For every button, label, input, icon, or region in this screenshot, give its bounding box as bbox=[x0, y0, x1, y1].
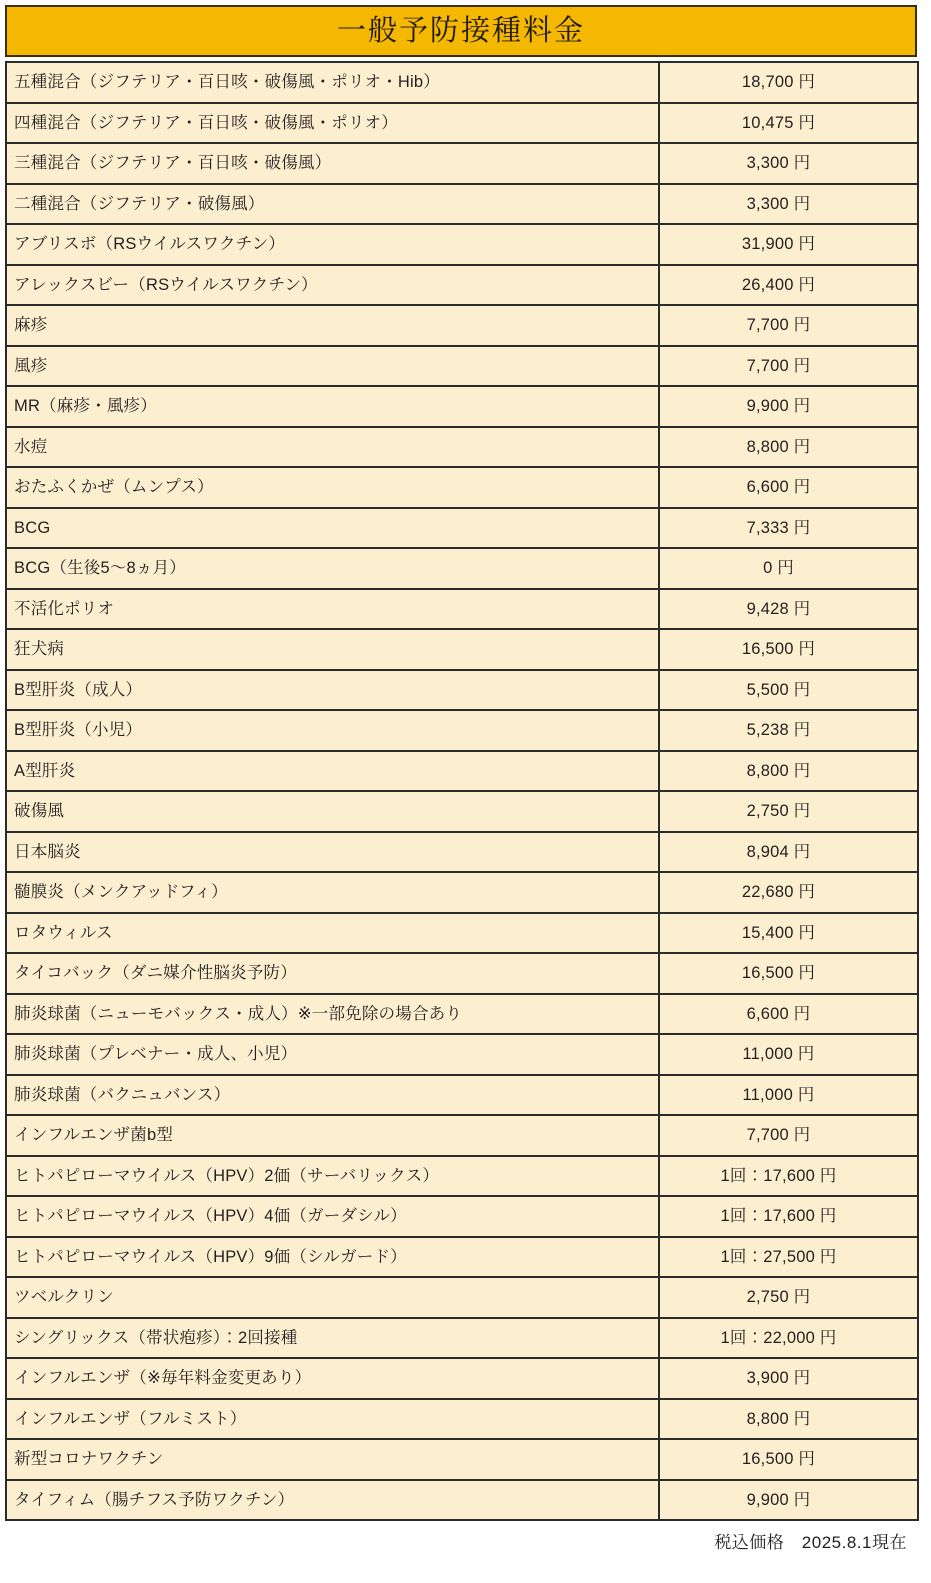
vaccine-name-cell: 四種混合（ジフテリア・百日咳・破傷風・ポリオ） bbox=[6, 103, 659, 144]
vaccine-price-cell: 22,680 円 bbox=[659, 872, 918, 913]
vaccine-name-cell: 髄膜炎（メンクアッドフィ） bbox=[6, 872, 659, 913]
vaccine-price-cell: 6,600 円 bbox=[659, 467, 918, 508]
table-row bbox=[6, 427, 918, 468]
table-row bbox=[6, 103, 918, 144]
table-row bbox=[6, 62, 918, 103]
vaccine-name-cell: 肺炎球菌（ニューモバックス・成人）※一部免除の場合あり bbox=[6, 994, 659, 1035]
vaccine-name-cell: アブリスボ（RSウイルスワクチン） bbox=[6, 224, 659, 265]
vaccine-price-cell: 2,750 円 bbox=[659, 1277, 918, 1318]
vaccine-name-cell: 水痘 bbox=[6, 427, 659, 468]
table-row bbox=[6, 872, 918, 913]
table-row bbox=[6, 589, 918, 630]
vaccine-price-cell: 5,238 円 bbox=[659, 710, 918, 751]
table-row bbox=[6, 1439, 918, 1480]
vaccine-price-cell: 8,904 円 bbox=[659, 832, 918, 873]
vaccine-price-cell: 1回：22,000 円 bbox=[659, 1318, 918, 1359]
vaccine-name-cell: シングリックス（帯状疱疹）：2回接種 bbox=[6, 1318, 659, 1359]
table-row bbox=[6, 184, 918, 225]
vaccine-price-cell: 10,475 円 bbox=[659, 103, 918, 144]
vaccine-price-cell: 1回：17,600 円 bbox=[659, 1156, 918, 1197]
table-row bbox=[6, 305, 918, 346]
vaccine-name-cell: タイコバック（ダニ媒介性脳炎予防） bbox=[6, 953, 659, 994]
vaccine-name-cell: ヒトパピローマウイルス（HPV）2価（サーバリックス） bbox=[6, 1156, 659, 1197]
table-row bbox=[6, 751, 918, 792]
vaccine-name-cell: 五種混合（ジフテリア・百日咳・破傷風・ポリオ・Hib） bbox=[6, 62, 659, 103]
table-row bbox=[6, 548, 918, 589]
vaccine-price-cell: 6,600 円 bbox=[659, 994, 918, 1035]
vaccine-name-cell: アレックスビー（RSウイルスワクチン） bbox=[6, 265, 659, 306]
vaccine-price-cell: 8,800 円 bbox=[659, 751, 918, 792]
table-row bbox=[6, 832, 918, 873]
vaccine-price-cell: 1回：27,500 円 bbox=[659, 1237, 918, 1278]
vaccine-price-cell: 16,500 円 bbox=[659, 953, 918, 994]
vaccine-price-cell: 16,500 円 bbox=[659, 1439, 918, 1480]
vaccine-name-cell: インフルエンザ（※毎年料金変更あり） bbox=[6, 1358, 659, 1399]
table-row bbox=[6, 953, 918, 994]
table-row bbox=[6, 467, 918, 508]
vaccine-price-cell: 0 円 bbox=[659, 548, 918, 589]
vaccine-name-cell: インフルエンザ（フルミスト） bbox=[6, 1399, 659, 1440]
page-title-banner bbox=[5, 5, 917, 57]
vaccine-price-cell: 16,500 円 bbox=[659, 629, 918, 670]
vaccine-name-cell: 新型コロナワクチン bbox=[6, 1439, 659, 1480]
vaccine-price-cell: 3,300 円 bbox=[659, 143, 918, 184]
vaccine-name-cell: ヒトパピローマウイルス（HPV）4価（ガーダシル） bbox=[6, 1196, 659, 1237]
table-row bbox=[6, 1399, 918, 1440]
vaccination-price-table bbox=[5, 61, 919, 1521]
vaccine-name-cell: おたふくかぜ（ムンプス） bbox=[6, 467, 659, 508]
vaccine-price-cell: 11,000 円 bbox=[659, 1034, 918, 1075]
vaccine-name-cell: A型肝炎 bbox=[6, 751, 659, 792]
vaccine-name-cell: 二種混合（ジフテリア・破傷風） bbox=[6, 184, 659, 225]
vaccine-name-cell: MR（麻疹・風疹） bbox=[6, 386, 659, 427]
vaccine-name-cell: 破傷風 bbox=[6, 791, 659, 832]
vaccine-name-cell: B型肝炎（成人） bbox=[6, 670, 659, 711]
vaccine-price-cell: 9,428 円 bbox=[659, 589, 918, 630]
vaccine-price-cell: 8,800 円 bbox=[659, 427, 918, 468]
vaccine-name-cell: 日本脳炎 bbox=[6, 832, 659, 873]
vaccine-name-cell: 風疹 bbox=[6, 346, 659, 387]
table-row bbox=[6, 1075, 918, 1116]
vaccine-price-cell: 1回：17,600 円 bbox=[659, 1196, 918, 1237]
vaccine-name-cell: BCG（生後5〜8ヵ月） bbox=[6, 548, 659, 589]
vaccine-name-cell: ツベルクリン bbox=[6, 1277, 659, 1318]
vaccine-name-cell: ヒトパピローマウイルス（HPV）9価（シルガード） bbox=[6, 1237, 659, 1278]
vaccine-price-cell: 9,900 円 bbox=[659, 386, 918, 427]
table-row bbox=[6, 1318, 918, 1359]
table-row bbox=[6, 1480, 918, 1521]
vaccine-name-cell: ロタウィルス bbox=[6, 913, 659, 954]
vaccine-price-cell: 2,750 円 bbox=[659, 791, 918, 832]
vaccine-price-cell: 7,700 円 bbox=[659, 305, 918, 346]
page-title: 一般予防接種料金 bbox=[336, 14, 585, 47]
vaccine-price-cell: 5,500 円 bbox=[659, 670, 918, 711]
vaccine-name-cell: B型肝炎（小児） bbox=[6, 710, 659, 751]
vaccine-name-cell: 不活化ポリオ bbox=[6, 589, 659, 630]
vaccine-price-cell: 7,700 円 bbox=[659, 1115, 918, 1156]
table-row bbox=[6, 224, 918, 265]
table-row bbox=[6, 1156, 918, 1197]
vaccine-name-cell: 三種混合（ジフテリア・百日咳・破傷風） bbox=[6, 143, 659, 184]
vaccine-name-cell: BCG bbox=[6, 508, 659, 549]
table-row bbox=[6, 710, 918, 751]
vaccine-price-cell: 3,900 円 bbox=[659, 1358, 918, 1399]
vaccine-price-cell: 3,300 円 bbox=[659, 184, 918, 225]
table-row bbox=[6, 143, 918, 184]
vaccine-price-cell: 7,333 円 bbox=[659, 508, 918, 549]
table-row bbox=[6, 670, 918, 711]
vaccine-name-cell: インフルエンザ菌b型 bbox=[6, 1115, 659, 1156]
table-row bbox=[6, 913, 918, 954]
vaccine-price-cell: 26,400 円 bbox=[659, 265, 918, 306]
table-row bbox=[6, 508, 918, 549]
vaccine-price-cell: 8,800 円 bbox=[659, 1399, 918, 1440]
table-body bbox=[6, 62, 918, 1520]
table-row bbox=[6, 1034, 918, 1075]
vaccine-name-cell: 狂犬病 bbox=[6, 629, 659, 670]
vaccine-price-cell: 7,700 円 bbox=[659, 346, 918, 387]
table-row bbox=[6, 1115, 918, 1156]
table-row bbox=[6, 629, 918, 670]
vaccine-name-cell: 麻疹 bbox=[6, 305, 659, 346]
table-row bbox=[6, 791, 918, 832]
vaccine-price-cell: 31,900 円 bbox=[659, 224, 918, 265]
vaccine-price-cell: 11,000 円 bbox=[659, 1075, 918, 1116]
tax-note: 税込価格 2025.8.1現在 bbox=[714, 1533, 907, 1552]
table-row bbox=[6, 994, 918, 1035]
vaccine-name-cell: 肺炎球菌（バクニュバンス） bbox=[6, 1075, 659, 1116]
table-row bbox=[6, 346, 918, 387]
table-row bbox=[6, 1237, 918, 1278]
vaccine-name-cell: タイフィム（腸チフス予防ワクチン） bbox=[6, 1480, 659, 1521]
table-row bbox=[6, 386, 918, 427]
table-row bbox=[6, 1358, 918, 1399]
vaccine-price-cell: 15,400 円 bbox=[659, 913, 918, 954]
vaccine-price-cell: 9,900 円 bbox=[659, 1480, 918, 1521]
table-row bbox=[6, 265, 918, 306]
table-row bbox=[6, 1196, 918, 1237]
vaccine-name-cell: 肺炎球菌（プレベナー・成人、小児） bbox=[6, 1034, 659, 1075]
table-row bbox=[6, 1277, 918, 1318]
vaccine-price-cell: 18,700 円 bbox=[659, 62, 918, 103]
